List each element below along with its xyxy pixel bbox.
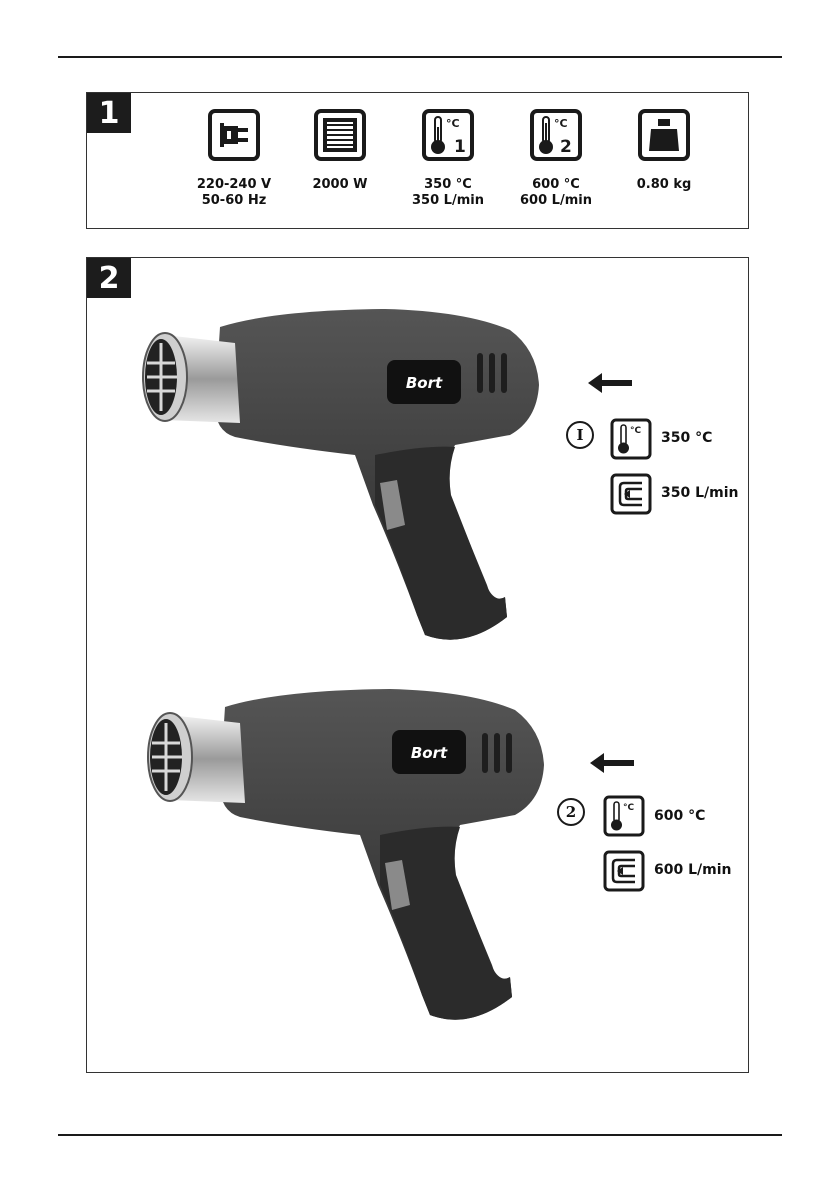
mode-2-unit: °C [554,117,568,130]
mode-2-number: 2 [560,137,572,157]
mode-1-indicator [566,421,594,449]
spec-mode-1-temp: 350 °C [424,177,472,192]
mode-2-temp-label: 600 °C [654,808,706,824]
spec-mode-1 [393,109,503,209]
mode-2-symbol: 2 [565,803,577,821]
mode-1-temp-label: 350 °C [661,430,713,446]
spec-weight-line1: 0.80 kg [636,177,692,192]
airflow-icon-1 [610,473,652,515]
airflow-icon-2 [603,850,645,892]
spec-power [285,109,395,193]
thermometer-mode-2-icon [530,109,582,161]
panel-number-badge: 1 [87,93,131,133]
mode-1-number: 1 [454,137,466,157]
heat-gun-illustration-2 [130,685,560,1030]
thermometer-unit-2: °C [623,803,635,813]
brand-logo-2: Bort [410,744,448,762]
weight-icon [638,109,690,161]
brand-logo-1: Bort [405,374,443,392]
spec-voltage-line2: 50-60 Hz [201,193,267,208]
spec-voltage [179,109,289,209]
mode-1-unit: °C [446,117,460,130]
power-plug-icon [208,109,260,161]
spec-power-line1: 2000 W [312,177,368,192]
mode-1-symbol: I [576,426,584,444]
panel-number-badge-2: 2 [87,258,131,298]
spec-mode-1-flow: 350 L/min [412,193,484,208]
spec-mode-2-flow: 600 L/min [520,193,592,208]
heating-element-icon [314,109,366,161]
mode-2-flow-label: 600 L/min [654,862,732,878]
spec-voltage-line1: 220-240 V [196,177,272,192]
spec-mode-2-temp: 600 °C [532,177,580,192]
top-rule [58,56,782,58]
specs-panel [86,92,749,229]
bottom-rule [58,1134,782,1136]
heat-gun-illustration-1 [125,305,555,650]
mode-2-indicator [557,798,585,826]
airflow-arrow-1 [588,373,632,393]
thermometer-mode-1-icon [422,109,474,161]
thermometer-unit-1: °C [630,426,642,436]
airflow-arrow-2 [590,753,634,773]
thermometer-icon-1 [610,418,652,460]
thermometer-icon-2 [603,795,645,837]
spec-mode-2 [501,109,611,209]
spec-weight [609,109,719,193]
mode-1-flow-label: 350 L/min [661,485,739,501]
